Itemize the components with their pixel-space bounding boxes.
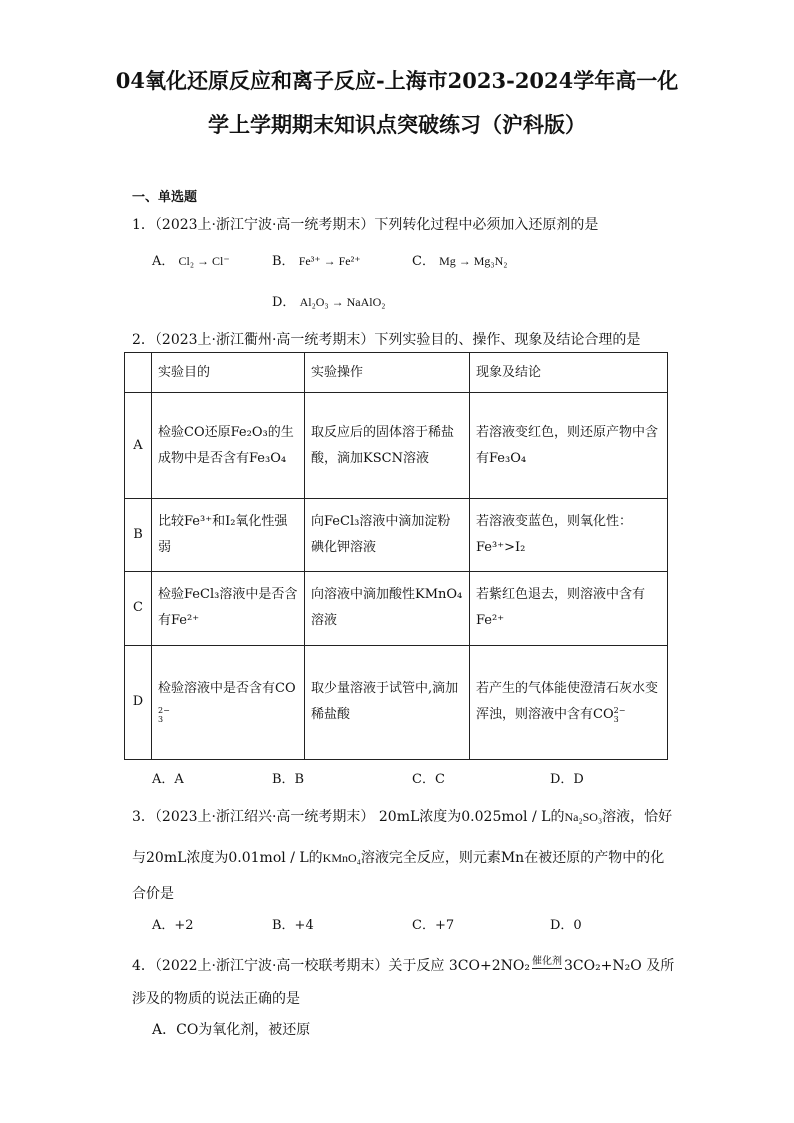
reaction-bar: [532, 968, 562, 971]
row-purpose: 检验FeCl₃溶液中是否含有Fe²⁺: [152, 571, 305, 645]
catalyst-arrow: [530, 952, 564, 971]
table-header-cell: [125, 353, 152, 393]
table-row: [125, 393, 668, 499]
question-2-stem: 2．（2023上·浙江衢州·高一统考期末）下列实验目的、操作、现象及结论合理的是: [132, 332, 641, 348]
question-2-option-a: A．A: [152, 772, 184, 787]
text-segment: 与20mL浓度为0.01mol / L的: [132, 850, 323, 866]
text-segment: 溶液，恰好: [602, 809, 673, 825]
question-3-line-3: 合价是: [132, 886, 174, 902]
chem-formula: KMnO₄: [322, 851, 361, 865]
option-text: Al₂O₃ → NaAlO₂: [299, 295, 386, 309]
row-operation: 取少量溶液于试管中,滴加稀盐酸: [305, 645, 470, 759]
carbonate-charge: 2− 3: [158, 706, 170, 725]
table-row: [125, 499, 668, 571]
question-3-option-d: D．0: [550, 918, 582, 933]
question-1-option-a: [152, 250, 230, 269]
option-text: Fe³⁺ → Fe²⁺: [298, 254, 361, 268]
text-segment: 3．（2023上·浙江绍兴·高一统考期末） 20mL浓度为0.025mol / L的: [132, 809, 565, 825]
option-label: C．: [412, 254, 435, 269]
question-1-option-d: [272, 291, 385, 310]
option-text: Cl₂ → Cl⁻: [178, 254, 230, 268]
question-4-option-a: A．CO为氧化剂，被还原: [152, 1022, 311, 1038]
table-header-cell: 实验操作: [305, 353, 470, 393]
option-text: Mg → Mg₃N₂: [439, 254, 508, 268]
question-3-line-1: [132, 806, 672, 826]
question-2-option-d: D．D: [550, 772, 584, 787]
table-row: [125, 571, 668, 645]
question-3-line-2: [132, 847, 664, 867]
row-result: 若溶液变蓝色，则氧化性：Fe³⁺>I₂: [470, 499, 668, 571]
row-result: 若紫红色退去，则溶液中含有Fe²⁺: [470, 571, 668, 645]
carbonate-charge: 2− 3: [613, 706, 626, 725]
text-segment: 溶液完全反应，则元素Mn在被还原的产物中的化: [360, 850, 665, 866]
row-result: 若溶液变红色，则还原产物中含有Fe₃O₄: [470, 393, 668, 499]
experiment-table: [124, 352, 668, 760]
question-4-line-1: [132, 952, 674, 975]
question-1-option-b: [272, 250, 361, 269]
question-3-option-a: A．+2: [152, 918, 194, 933]
question-2-option-c: C．C: [412, 772, 445, 787]
row-purpose: [152, 645, 305, 759]
document-title-line-2: 学上学期期末知识点突破练习（沪科版）: [208, 112, 586, 137]
table-header-row: [125, 353, 668, 393]
row-operation: 向溶液中滴加酸性KMnO₄溶液: [305, 571, 470, 645]
table-header-cell: 现象及结论: [470, 353, 668, 393]
table-header-cell: 实验目的: [152, 353, 305, 393]
text-segment: 3CO₂+N₂O 及所: [563, 958, 675, 974]
row-label: B: [125, 499, 152, 571]
text-segment: 4．（2022上·浙江宁波·高一校联考期末）关于反应 3CO+2NO₂: [132, 958, 530, 974]
row-purpose: 检验CO还原Fe₂O₃的生成物中是否含有Fe₃O₄: [152, 393, 305, 499]
section-heading: 一、单选题: [132, 190, 198, 205]
question-2-option-b: B．B: [272, 772, 305, 787]
result-text: 若产生的气体能使澄清石灰水变浑浊，则溶液中含有CO: [476, 681, 659, 723]
option-label: A．: [152, 254, 175, 269]
row-purpose: 比较Fe³⁺和I₂氧化性强弱: [152, 499, 305, 571]
option-label: D．: [272, 295, 296, 310]
question-4-line-2: 涉及的物质的说法正确的是: [132, 991, 300, 1007]
catalyst-label: 催化剂: [531, 956, 562, 967]
option-label: B．: [272, 254, 295, 269]
question-1-stem: 1．（2023上·浙江宁波·高一统考期末）下列转化过程中必须加入还原剂的是: [132, 217, 599, 233]
question-3-option-b: B．+4: [272, 918, 314, 933]
row-label: D: [125, 645, 152, 759]
row-label: C: [125, 571, 152, 645]
row-operation: 取反应后的固体溶于稀盐酸，滴加KSCN溶液: [305, 393, 470, 499]
chem-formula: Na₂SO₃: [564, 810, 603, 824]
row-result: [470, 645, 668, 759]
table-row: [125, 645, 668, 759]
question-1-option-c: [412, 250, 507, 269]
row-label: A: [125, 393, 152, 499]
row-operation: 向FeCl₃溶液中滴加淀粉碘化钾溶液: [305, 499, 470, 571]
purpose-text: 检验溶液中是否含有CO: [158, 681, 296, 697]
question-3-option-c: C．+7: [412, 918, 455, 933]
document-title-line-1: 04氧化还原反应和离子反应-上海市2023-2024学年高一化: [115, 68, 679, 93]
